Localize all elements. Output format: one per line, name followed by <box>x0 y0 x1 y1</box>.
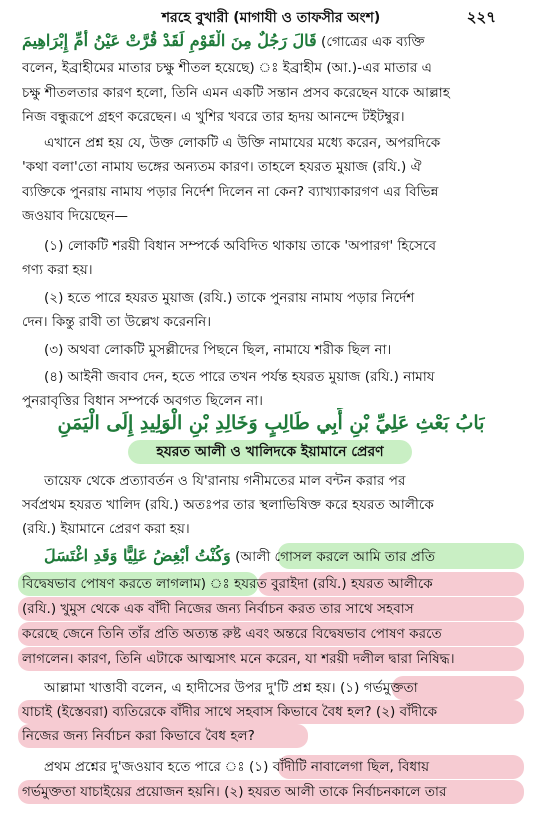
running-title: শরহে বুখারী (মাগাযী ও তাফসীর অংশ) <box>161 10 381 26</box>
answer-1: (১) লোকটি শরয়ী বিধান সম্পর্কে অবিদিত থাকায় তাকে 'অপারগ' হিসেবে <box>44 238 437 254</box>
text-line: গণ্য করা হয়। <box>22 262 93 278</box>
text-line: চক্ষু শীতলতার কারণ হলো, তিনি এমন একটি সন্তান প্রসব করেছেন যাকে আল্লাহ <box>22 85 450 101</box>
text-line: 'কথা বলা'তো নামায ভঙ্গের অন্যতম কারণ। তাহলে হযরত মুয়াজ (রযি.) ঐ <box>22 159 422 175</box>
text-line <box>22 573 520 595</box>
text-line: বলেন, ইব্রাহীমের মাতার চক্ষু শীতল হয়েছে) ঃ ইব্রাহীম (আ.)-এর মাতার এ <box>22 60 432 76</box>
arabic-quote: قَالَ رَجُلٌ مِنَ الْقَوْمِ لَقَدْ قُرَّتْ عَيْنُ أُمِّ إِبْرَاهِيمَ <box>22 31 317 50</box>
chapter-heading-arabic: بَابُ بَعْثِ عَلِيِّ بْنِ أَبِي طَالِبٍ وَخَالِدِ بْنِ الْوَلِيدِ إِلَى الْيَمَنِ <box>57 412 485 434</box>
page-header <box>0 6 542 28</box>
arabic-quote: وَكُنْتُ أُبْغِضُ عَلِيًّا وَقَدِ اغْتَسَلَ <box>44 546 231 565</box>
text-line: নিজ বন্ধুরূপে গ্রহণ করেছেন। এ খুশির খবরে তার হৃদয় আনন্দে টইটম্বুর। <box>22 109 405 125</box>
text-line: নিজের জন্য নির্বাচন করা কিভাবে বৈধ হল? <box>22 728 255 744</box>
text-line: যাচাই (ইস্তেবরা) ব্যতিরেকে বাঁদীর সাথে সহবাস কিভাবে বৈধ হল? (২) বাঁদীকে <box>22 704 438 720</box>
text-line <box>44 545 520 568</box>
text-line: পুনরাবৃত্তির বিধান সম্পর্কে অবগত ছিলেন না। <box>22 393 264 409</box>
text-line: গর্ভমুক্ততা যাচাইয়ের প্রয়োজন হয়নি। (২) হযরত আলী তাকে নির্বাচনকালে তার <box>22 784 447 800</box>
text-line: এখানে প্রশ্ন হয় যে, উক্ত লোকটি এ উক্তি নামাযের মধ্যে করেন, অপরদিকে <box>44 135 441 151</box>
text-line <box>22 30 520 53</box>
text-line: সর্বপ্রথম হযরত খালিদ (রযি.) অতঃপর তার স্থলাভিষিক্ত করে হযরত আলীকে <box>22 497 434 513</box>
bangla-translation: বিদ্বেষভাব পোষণ করতে লাগলাম) <box>22 576 207 592</box>
text-line: তায়েফ থেকে প্রত্যাবর্তন ও যি'রানায় গনীমতের মাল বন্টন করার পর <box>44 473 406 489</box>
text-line: করেছে জেনে তিনি তাঁর প্রতি অত্যন্ত রুষ্ট এবং অন্তরে বিদ্বেষভাব পোষণ করতে <box>22 626 442 642</box>
bangla-translation: (গোত্রের এক ব্যক্তি <box>321 34 425 50</box>
page-number: ২২৭ <box>466 8 496 26</box>
text-line: ব্যক্তিকে পুনরায় নামায পড়ার নির্দেশ দিলেন না কেন? ব্যাখ্যাকারগণ এর বিভিন্ন <box>22 184 439 200</box>
text-line: দেন। কিন্তু রাবী তা উল্লেখ করেননি। <box>22 314 212 330</box>
text-line: (রযি.) খুমুস থেকে এক বাঁদী নিজের জন্য নির্বাচন করত তার সাথে সহবাস <box>22 601 414 617</box>
text-line: (রযি.) ইয়ামানে প্রেরণ করা হয়। <box>22 521 190 537</box>
text-line: জওয়াব দিয়েছেন— <box>22 208 128 224</box>
answer-4: (৪) আইনী জবাব দেন, হতে পারে তখন পর্যন্ত হযরত মুয়াজ (রযি.) নামায <box>44 369 435 385</box>
answer-2: (২) হতে পারে হযরত মুয়াজ (রযি.) তাকে পুনরায় নামায পড়ার নির্দেশ <box>44 290 415 306</box>
text-line: আল্লামা খাত্তাবী বলেন, এ হাদীসের উপর দু'টি প্রশ্ন হয়। (১) গর্ভমুক্ততা <box>44 680 418 696</box>
bangla-translation: (আলী গোসল করলে আমি তার প্রতি <box>235 549 436 565</box>
commentary: ঃ হযরত বুরাইদা (রযি.) হযরত আলীকে <box>229 576 433 592</box>
chapter-subheading: হযরত আলী ও খালিদকে ইয়ামানে প্রেরণ <box>128 440 412 464</box>
text-line: লাগলেন। কারণ, তিনি এটাকে আত্মসাৎ মনে করেন, যা শরয়ী দলীল দ্বারা নিষিদ্ধ। <box>22 651 455 667</box>
answer-3: (৩) অথবা লোকটি মুসল্লীদের পিছনে ছিল, নামাযে শরীক ছিল না। <box>44 342 392 358</box>
text-line: প্রথম প্রশ্নের দু'জওয়াব হতে পারে ঃ (১) বাঁদীটি নাবালেগা ছিল, বিধায় <box>44 759 430 775</box>
